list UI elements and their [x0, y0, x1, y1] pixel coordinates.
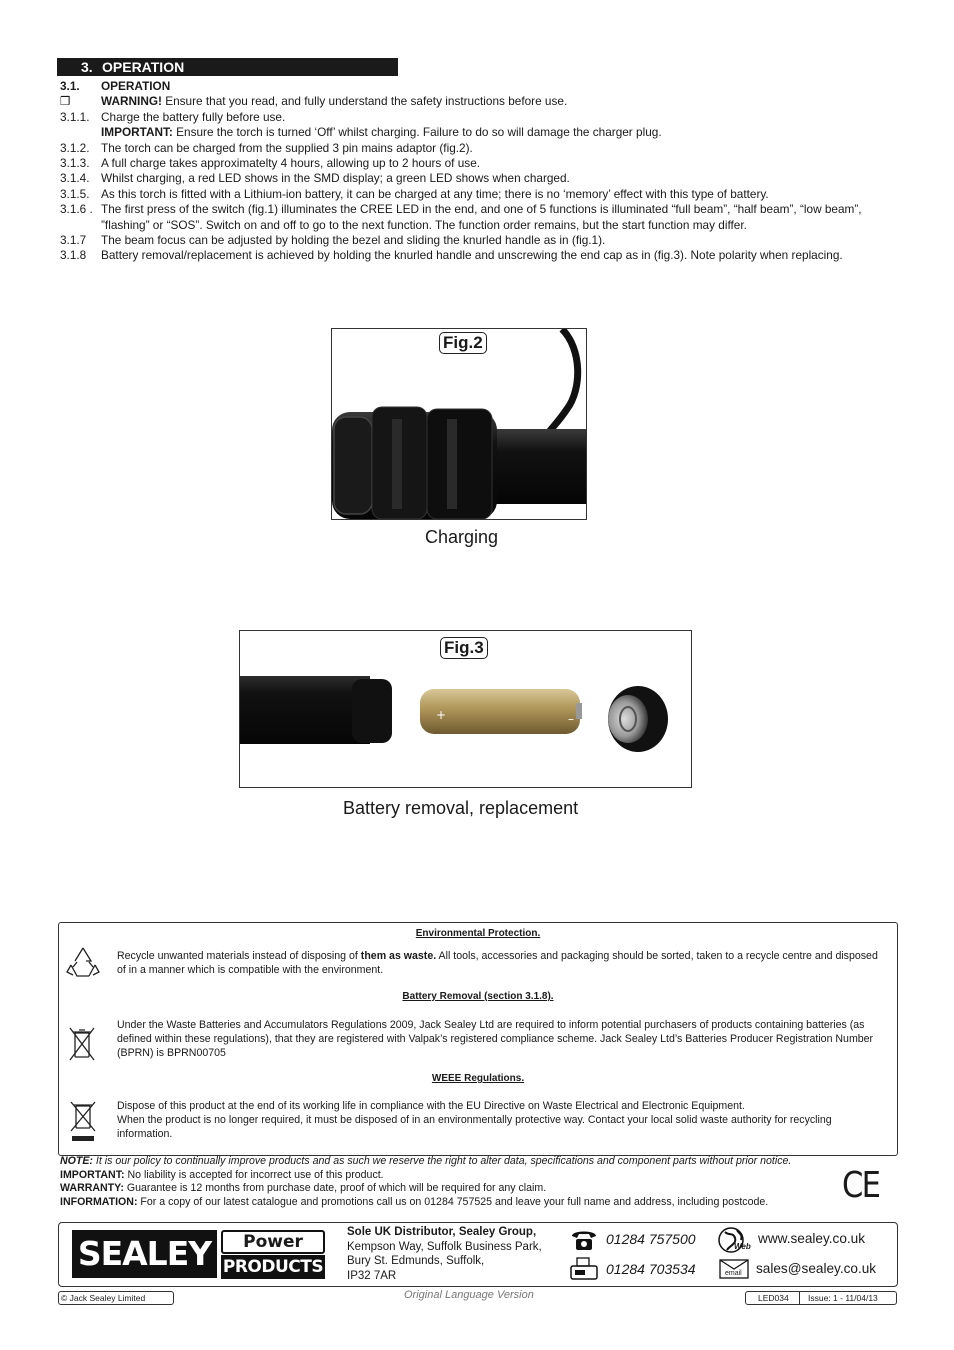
power-logo: Power — [221, 1230, 325, 1254]
address-line: Bury St. Edmunds, Suffolk, — [347, 1255, 485, 1268]
telephone-icon — [569, 1228, 599, 1252]
operation-heading — [60, 79, 900, 94]
item-text: Charge the battery fully before use. — [101, 109, 286, 124]
heading-number: 3.1. — [60, 79, 80, 93]
weee-text-1: Dispose of this product at the end of its working life in compliance with the EU Directive on Waste Electrical and Electronic Equipment. — [117, 1100, 745, 1112]
instruction-item — [60, 171, 900, 186]
instruction-item — [60, 125, 900, 140]
warranty-line — [60, 1182, 850, 1196]
original-language-note: Original Language Version — [404, 1289, 534, 1301]
item-text: The beam focus can be adjusted by holding the bezel and sliding the knurled handle as in (fig.1). — [101, 233, 606, 248]
note-label: NOTE: — [60, 1155, 93, 1167]
important-label: IMPORTANT: — [101, 125, 173, 140]
recycle-icon — [65, 945, 101, 979]
section-number: 3. — [81, 59, 93, 75]
email-icon-label: email — [725, 1270, 742, 1277]
sealey-logo: SEALEY — [72, 1230, 217, 1278]
address-line: IP32 7AR — [347, 1269, 397, 1282]
instruction-item — [60, 110, 900, 125]
web-globe-icon — [717, 1226, 755, 1256]
fax-icon — [569, 1256, 599, 1282]
warning-line — [60, 94, 900, 109]
crossed-bin-icon — [67, 1025, 97, 1063]
env-text-1: Recycle unwanted materials instead of disposing of — [117, 950, 361, 962]
fig3-photo — [239, 630, 692, 788]
item-number: 3.1.7 — [60, 233, 87, 248]
issue-box — [745, 1291, 897, 1305]
weee-bin-icon — [68, 1100, 98, 1144]
item-number: 3.1.6 . — [60, 202, 93, 217]
phone-number[interactable]: 01284 757500 — [606, 1231, 696, 1247]
instruction-item — [60, 248, 900, 263]
issue-number: Issue: 1 - 11/04/13 — [808, 1293, 878, 1303]
instruction-item — [60, 187, 900, 202]
instruction-item — [60, 156, 900, 171]
battery-text: Under the Waste Batteries and Accumulators Regulations 2009, Jack Sealey Ltd are required to inform potential purchasers of products containing batteries (as defined within these regulations), that they are registered with Valpak’s registered compliance scheme. Jack Sealey Ltd’s Batteries Producer Registration Number (BPRN) is BPRN00705 — [117, 1019, 874, 1059]
ce-mark: CE — [842, 1165, 880, 1206]
item-number: 3.1.2. — [60, 140, 90, 155]
information-line — [60, 1196, 850, 1210]
item-number: 3.1.5. — [60, 186, 90, 201]
item-text: Whilst charging, a red LED shows in the SMD display; a green LED shows when charged. — [101, 171, 570, 186]
torch-charging-illustration — [332, 329, 586, 519]
item-text: As this torch is fitted with a Lithium-ion battery, it can be charged at any time; there is no ‘memory’ effect with this type of battery. — [101, 186, 769, 201]
weee-heading: WEEE Regulations. — [431, 1073, 525, 1084]
warning-bullet-icon: ❒ — [60, 94, 71, 109]
weee-text-2: When the product is no longer required, it must be disposed of in an environmentally protective way. Contact your local solid waste authority for recycling information. — [117, 1114, 832, 1140]
env-text-2: All tools, accessories and packaging should be sorted, taken to a recycle centre and disposed of in a manner which is compatible with the environment. — [117, 950, 878, 976]
instruction-item — [60, 202, 900, 233]
item-text: Battery removal/replacement is achieved by holding the knurled handle and unscrewing the end cap as in (fig.3). Note polarity when replacing. — [101, 248, 843, 263]
item-number: 3.1.3. — [60, 156, 90, 171]
operation-instructions — [60, 79, 900, 264]
copyright-box: © Jack Sealey Limited — [58, 1291, 174, 1305]
footer-contact-box — [58, 1222, 898, 1287]
battery-plus-sign: + — [436, 708, 447, 722]
section-heading-bar — [57, 58, 398, 76]
section-title: OPERATION — [102, 59, 185, 75]
item-number: 3.1.8 — [60, 248, 87, 263]
weee-text — [117, 1099, 889, 1141]
information-label: INFORMATION: — [60, 1195, 138, 1208]
item-text: The first press of the switch (fig.1) illuminates the CREE LED in the end, and one of 5 functions is illuminated “full beam”, “half beam”, “low beam”, ”flashing” or “SOS”. Switch on and off to go to the next function. The function order remains, but the start function may differ. — [101, 202, 862, 232]
warning-text: Ensure that you read, and fully understand the safety instructions before use. — [161, 94, 568, 109]
important-line — [60, 1169, 850, 1183]
env-text-bold: them as waste. — [360, 950, 437, 962]
important-label: IMPORTANT: — [60, 1168, 125, 1181]
fig2-caption: Charging — [425, 527, 499, 547]
web-icon-label: Web — [734, 1242, 751, 1251]
item-text: The torch can be charged from the supplied 3 pin mains adaptor (fig.2). — [101, 140, 473, 155]
website-link[interactable]: www.sealey.co.uk — [758, 1231, 866, 1246]
important-text: No liability is accepted for incorrect use of this product. — [124, 1168, 384, 1181]
warning-label: WARNING! — [101, 94, 162, 109]
address-line: Kempson Way, Suffolk Business Park, — [347, 1240, 542, 1253]
environmental-box — [58, 922, 898, 1156]
fig2-label: Fig.2 — [439, 332, 487, 354]
heading-text: OPERATION — [101, 79, 171, 93]
distributor: Sole UK Distributor, Sealey Group, — [347, 1226, 537, 1238]
item-number: 3.1.1. — [60, 109, 90, 124]
fig2-photo — [331, 328, 587, 520]
item-number: 3.1.4. — [60, 171, 90, 186]
fig3-label: Fig.3 — [440, 637, 488, 659]
model-number: LED034 — [758, 1293, 789, 1303]
information-text: For a copy of our latest catalogue and promotions call us on 01284 757525 and leave your full name and address, including postcode. — [137, 1195, 769, 1208]
fax-number[interactable]: 01284 703534 — [606, 1261, 696, 1277]
products-logo: PRODUCTS — [222, 1257, 324, 1277]
fig3-caption: Battery removal, replacement — [343, 798, 579, 818]
warranty-label: WARRANTY: — [60, 1182, 124, 1195]
instruction-item — [60, 233, 900, 248]
battery-minus-sign: – — [568, 712, 574, 726]
email-link[interactable]: sales@sealey.co.uk — [756, 1261, 877, 1276]
address-block — [347, 1225, 542, 1283]
item-text: Ensure the torch is turned ‘Off’ whilst charging. Failure to do so will damage the charger plug. — [172, 125, 662, 140]
note-text: It is our policy to continually improve products and as such we reserve the right to alter data, specifications and component parts without prior notice. — [92, 1155, 792, 1167]
note-line — [60, 1155, 850, 1169]
notes-block — [60, 1155, 850, 1209]
item-text: A full charge takes approximatelty 4 hours, allowing up to 2 hours of use. — [101, 156, 481, 171]
env-text — [117, 949, 889, 977]
battery-heading: Battery Removal (section 3.1.8). — [402, 991, 554, 1002]
instruction-item — [60, 141, 900, 156]
env-heading: Environmental Protection. — [415, 928, 541, 939]
warranty-text: Guarantee is 12 months from purchase date, proof of which will be required for any claim. — [123, 1182, 547, 1195]
issue-divider — [799, 1292, 800, 1304]
